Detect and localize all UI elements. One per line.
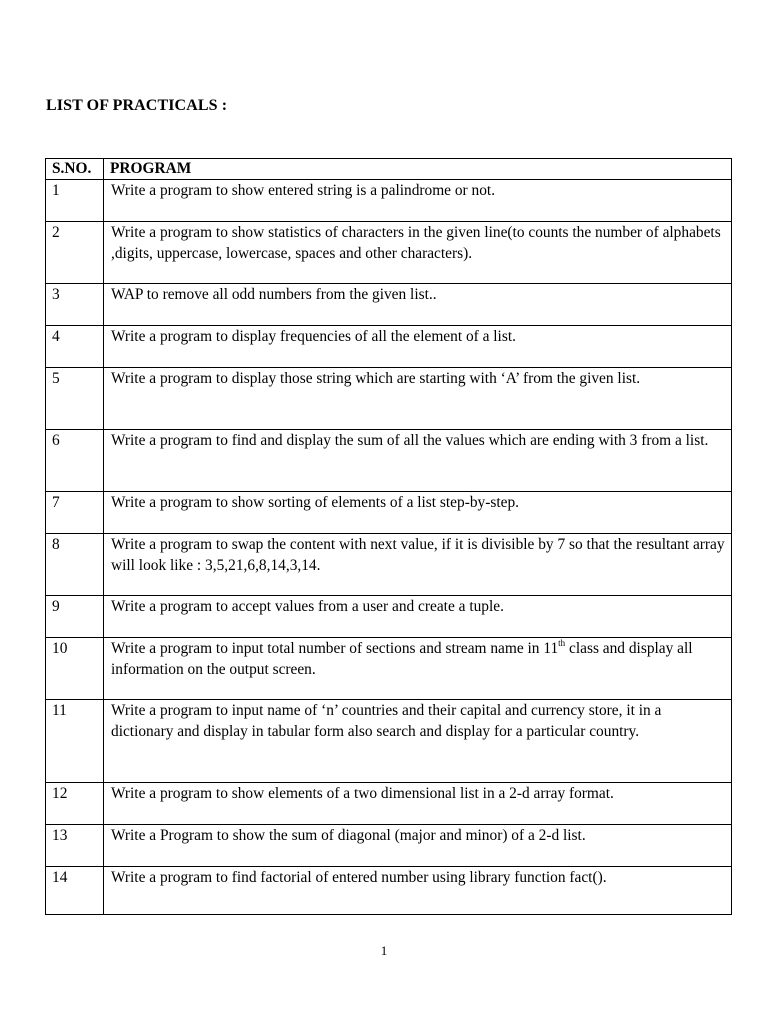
row-sno: 14 xyxy=(46,867,104,915)
practicals-table xyxy=(45,158,732,915)
row-sno: 3 xyxy=(46,284,104,326)
table-row xyxy=(46,638,732,700)
header-sno: S.NO. xyxy=(46,159,104,180)
row-program: Write a program to display those string which are starting with ‘A’ from the given list. xyxy=(104,368,732,430)
row-sno: 10 xyxy=(46,638,104,700)
table-row xyxy=(46,492,732,534)
table-row xyxy=(46,284,732,326)
row-sno: 12 xyxy=(46,783,104,825)
page-number: 1 xyxy=(380,943,388,958)
table-row xyxy=(46,783,732,825)
row-program: Write a program to show elements of a two dimensional list in a 2-d array format. xyxy=(104,783,732,825)
table-row xyxy=(46,700,732,783)
row-sno: 7 xyxy=(46,492,104,534)
row-program: Write a program to input name of ‘n’ countries and their capital and currency store, it in a dictionary and display in tabular form also search and display for a particular country. xyxy=(104,700,732,783)
document-heading: LIST OF PRACTICALS : xyxy=(46,97,228,114)
row-program: Write a program to swap the content with next value, if it is divisible by 7 so that the resultant array will look like : 3,5,21,6,8,14,3,14. xyxy=(104,534,732,596)
row-sno: 2 xyxy=(46,222,104,284)
table-row xyxy=(46,596,732,638)
row-sno: 4 xyxy=(46,326,104,368)
table-row xyxy=(46,825,732,867)
row-program: Write a program to find and display the sum of all the values which are ending with 3 from a list. xyxy=(104,430,732,492)
table-row xyxy=(46,534,732,596)
row-program: WAP to remove all odd numbers from the given list.. xyxy=(104,284,732,326)
table-row xyxy=(46,326,732,368)
row-program-text: Write a program to input total number of sections and stream name in 11 xyxy=(111,640,559,657)
ordinal-superscript: th xyxy=(558,638,566,648)
row-program: Write a program to display frequencies of all the element of a list. xyxy=(104,326,732,368)
row-sno: 5 xyxy=(46,368,104,430)
row-sno: 8 xyxy=(46,534,104,596)
row-program xyxy=(104,638,732,700)
table-row xyxy=(46,867,732,915)
header-program: PROGRAM xyxy=(104,159,732,180)
row-program-text: class and display all information on the output screen. xyxy=(111,640,693,678)
table-row xyxy=(46,430,732,492)
table-row xyxy=(46,222,732,284)
row-program: Write a program to show sorting of elements of a list step-by-step. xyxy=(104,492,732,534)
row-sno: 6 xyxy=(46,430,104,492)
row-program: Write a program to find factorial of entered number using library function fact(). xyxy=(104,867,732,915)
row-program: Write a program to show statistics of characters in the given line(to counts the number of alphabets ,digits, uppercase, lowercase, spaces and other characters). xyxy=(104,222,732,284)
row-sno: 1 xyxy=(46,180,104,222)
row-sno: 11 xyxy=(46,700,104,783)
table-row xyxy=(46,180,732,222)
row-sno: 13 xyxy=(46,825,104,867)
row-program: Write a program to accept values from a user and create a tuple. xyxy=(104,596,732,638)
row-program: Write a Program to show the sum of diagonal (major and minor) of a 2-d list. xyxy=(104,825,732,867)
table-header-row xyxy=(46,159,732,180)
row-sno: 9 xyxy=(46,596,104,638)
table-row xyxy=(46,368,732,430)
row-program: Write a program to show entered string is a palindrome or not. xyxy=(104,180,732,222)
